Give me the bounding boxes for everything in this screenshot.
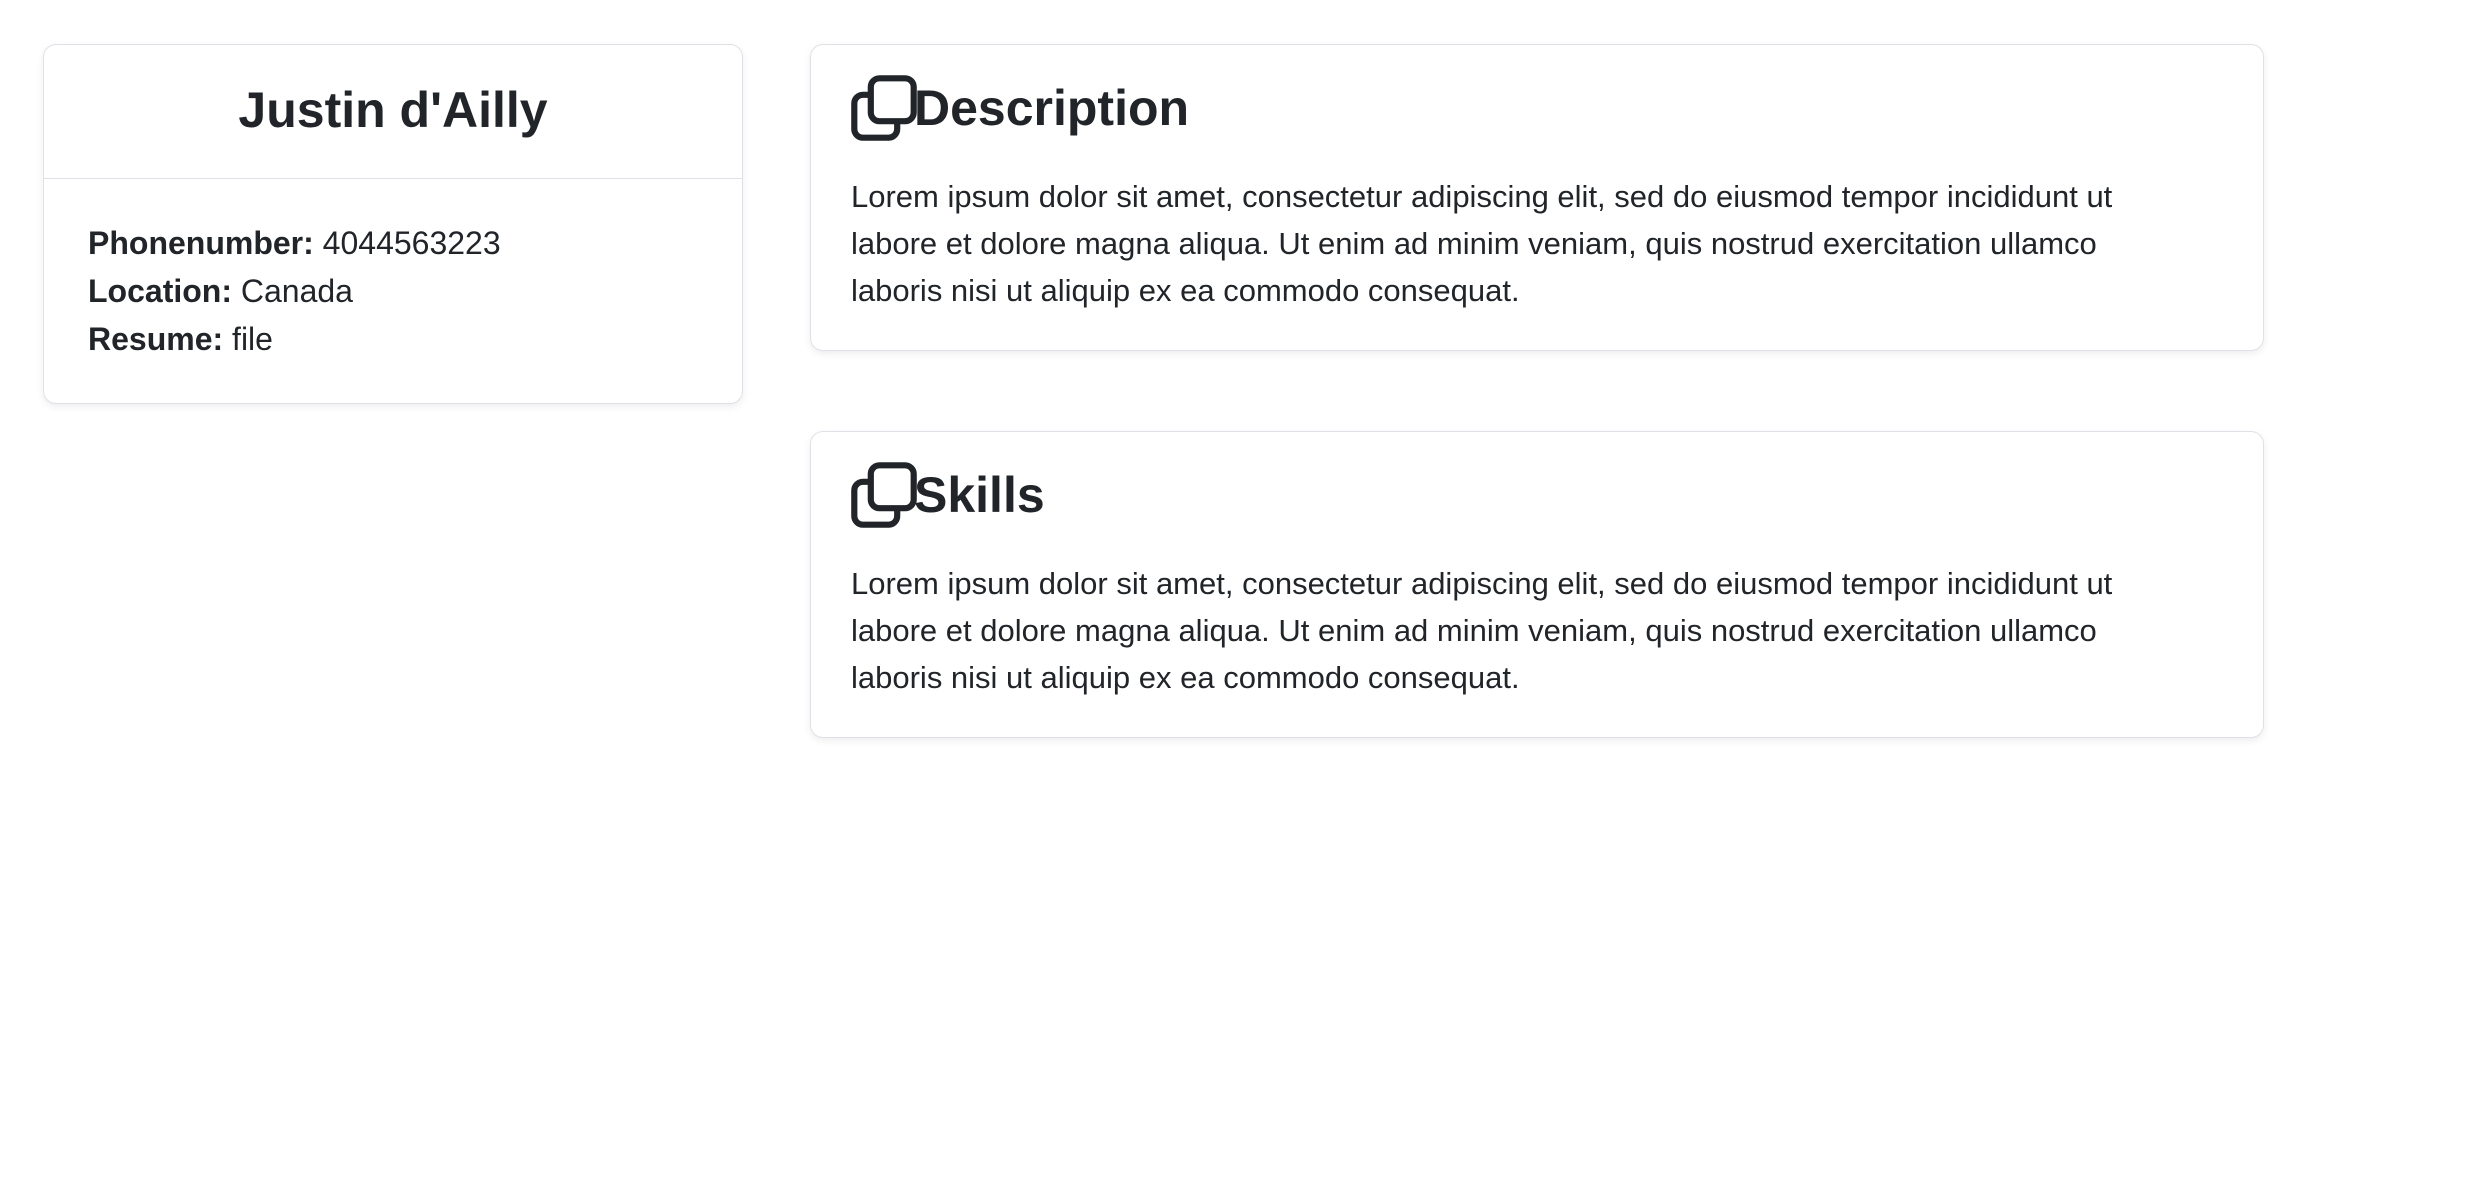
skills-text-line: laboris nisi ut aliquip ex ea commodo consequat. (851, 660, 1520, 695)
profile-name-title: Justin d'Ailly (238, 82, 548, 138)
skills-text-line: labore et dolore magna aliqua. Ut enim ad minim veniam, quis nostrud exercitation ullamco (851, 613, 2097, 648)
location-value: Canada (240, 273, 353, 309)
copy-icon (851, 75, 917, 141)
skills-card (810, 431, 2264, 738)
resume-value: file (232, 321, 273, 357)
resume-label: Resume: (88, 321, 224, 357)
resume-field (88, 315, 698, 363)
phonenumber-label: Phonenumber: (88, 225, 314, 261)
description-card (810, 44, 2264, 351)
phonenumber-field (88, 219, 698, 267)
description-text-line: laboris nisi ut aliquip ex ea commodo consequat. (851, 273, 1520, 308)
skills-heading (851, 462, 2223, 528)
description-heading (851, 75, 2223, 141)
skills-heading-label: Skills (914, 467, 1045, 523)
profile-card-header (44, 45, 742, 179)
description-heading-label: Description (914, 80, 1190, 136)
phonenumber-value: 4044563223 (322, 225, 501, 261)
description-text-line: Lorem ipsum dolor sit amet, consectetur adipiscing elit, sed do eiusmod tempor incididunt ut (851, 179, 2113, 214)
skills-text-line: Lorem ipsum dolor sit amet, consectetur adipiscing elit, sed do eiusmod tempor incididunt ut (851, 566, 2113, 601)
location-field (88, 267, 698, 315)
description-text (851, 173, 2223, 314)
description-text-line: labore et dolore magna aliqua. Ut enim ad minim veniam, quis nostrud exercitation ullamco (851, 226, 2097, 261)
copy-icon (851, 462, 917, 528)
profile-card (43, 44, 743, 404)
skills-text (851, 560, 2223, 701)
location-label: Location: (88, 273, 232, 309)
profile-card-body (44, 179, 742, 403)
